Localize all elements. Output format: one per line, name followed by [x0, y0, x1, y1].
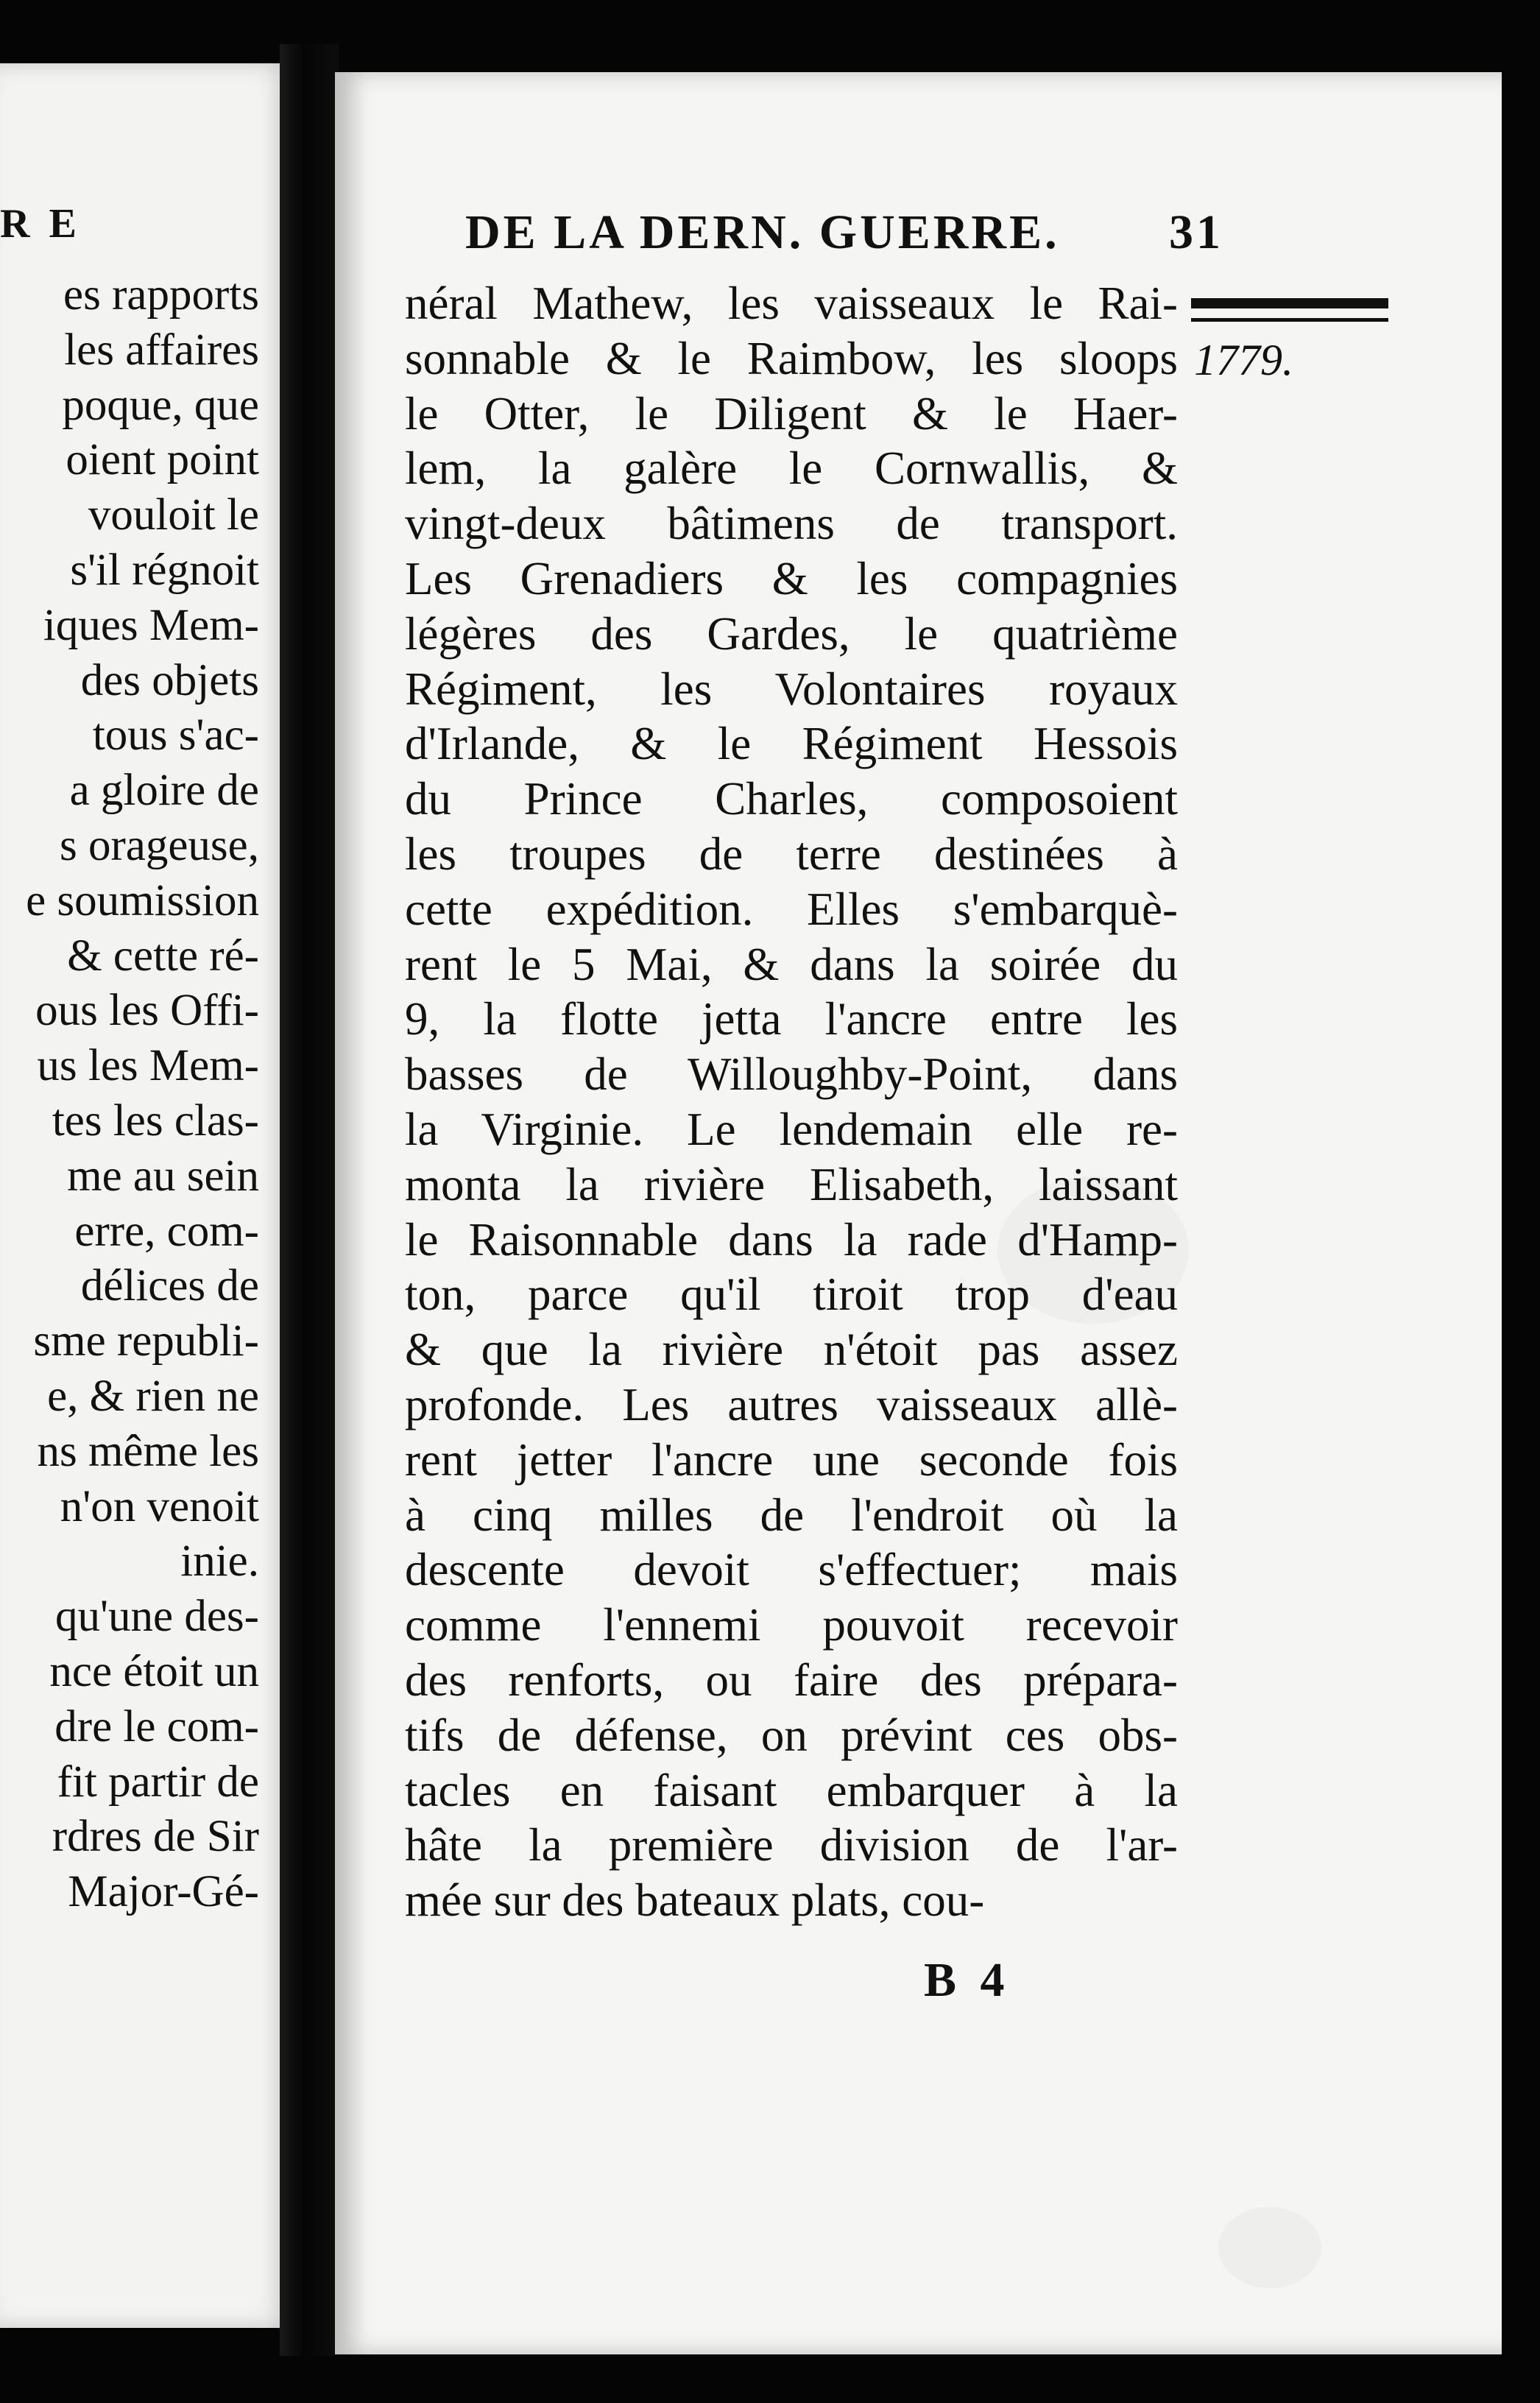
text-line: néral Mathew, les vaisseaux le Rai-: [405, 278, 1178, 329]
left-text-line: me au sein: [67, 1151, 259, 1201]
text-line: comme l'ennemi pouvoit recevoir: [405, 1599, 1178, 1651]
left-text-line: ous les Offi-: [35, 986, 259, 1036]
margin-rule-thick: [1191, 298, 1388, 308]
left-text-line: nce étoit un: [49, 1646, 259, 1696]
left-text-line: rdres de Sir: [52, 1812, 259, 1862]
text-line: du Prince Charles, composoient: [405, 773, 1178, 825]
text-line: vingt-deux bâtimens de transport.: [405, 498, 1178, 550]
left-text-line: délices de: [80, 1261, 259, 1311]
text-line: cette expédition. Elles s'embarquè-: [405, 883, 1178, 935]
text-line: hâte la première division de l'ar-: [405, 1819, 1178, 1871]
left-page-text: [26, 268, 259, 1920]
left-text-line: n'on venoit: [60, 1481, 259, 1531]
left-page: [0, 63, 292, 2328]
text-line: lem, la galère le Cornwallis, &: [405, 442, 1178, 495]
left-text-line: Major-Gé-: [68, 1867, 259, 1917]
running-head-title: DE LA DERN. GUERRE.: [465, 205, 1060, 259]
margin-year-note: 1779.: [1194, 336, 1293, 384]
text-line: rent le 5 Mai, & dans la soirée du: [405, 938, 1178, 990]
text-line: ton, parce qu'il tiroit trop d'eau: [405, 1268, 1178, 1321]
text-line: légères des Gardes, le quatrième: [405, 607, 1178, 660]
text-line: le Raisonnable dans la rade d'Hamp-: [405, 1213, 1178, 1266]
text-line: rent jetter l'ancre une seconde fois: [405, 1433, 1178, 1486]
body-text: [405, 276, 1178, 1928]
margin-rule-thin: [1191, 318, 1388, 322]
text-line: le Otter, le Diligent & le Haer-: [405, 387, 1178, 440]
text-line: profonde. Les autres vaisseaux allè-: [405, 1378, 1178, 1430]
left-text-line: vouloit le: [88, 490, 259, 540]
text-line: descente devoit s'effectuer; mais: [405, 1544, 1178, 1596]
running-head: [465, 205, 1223, 261]
left-text-line: tous s'ac-: [92, 710, 259, 761]
text-line: basses de Willoughby-Point, dans: [405, 1048, 1178, 1101]
text-line: 9, la flotte jetta l'ancre entre les: [405, 993, 1178, 1045]
text-line: mée sur des bateaux plats, cou-: [405, 1874, 985, 1927]
left-text-line: & cette ré-: [67, 931, 259, 981]
paper-stain: [1218, 2207, 1321, 2288]
left-text-line: dre le com-: [54, 1701, 259, 1751]
left-text-line: e, & rien ne: [47, 1371, 259, 1421]
left-text-line: s'il régnoit: [70, 545, 259, 595]
left-running-head: R E: [0, 201, 81, 247]
text-line: la Virginie. Le lendemain elle re-: [405, 1103, 1178, 1155]
left-text-line: des objets: [80, 655, 259, 705]
left-text-line: oient point: [66, 435, 259, 485]
left-text-line: ns même les: [37, 1426, 259, 1476]
left-text-line: e soumission: [26, 875, 259, 925]
left-text-line: sme republi-: [33, 1316, 259, 1366]
left-text-line: inie.: [180, 1536, 259, 1587]
left-text-line: erre, com-: [74, 1206, 259, 1256]
left-text-line: s orageuse,: [59, 820, 259, 870]
text-line: d'Irlande, & le Régiment Hessois: [405, 718, 1178, 770]
left-text-line: qu'une des-: [55, 1592, 259, 1642]
text-line: monta la rivière Elisabeth, laissant: [405, 1158, 1178, 1210]
left-text-line: es rapports: [63, 270, 259, 320]
left-text-line: les affaires: [64, 325, 259, 375]
text-line: des renforts, ou faire des prépara-: [405, 1654, 1178, 1706]
text-line: tacles en faisant embarquer à la: [405, 1764, 1178, 1816]
page-number: 31: [1169, 205, 1223, 259]
left-text-line: a gloire de: [69, 766, 259, 816]
text-line: à cinq milles de l'endroit où la: [405, 1489, 1178, 1541]
text-line: tifs de défense, on prévint ces obs-: [405, 1709, 1178, 1761]
left-text-line: fit partir de: [57, 1757, 259, 1807]
left-text-line: us les Mem-: [37, 1041, 259, 1091]
text-line: les troupes de terre destinées à: [405, 828, 1178, 880]
left-text-line: iques Mem-: [43, 600, 259, 650]
left-text-line: poque, que: [62, 380, 259, 430]
text-line: Régiment, les Volontaires royaux: [405, 663, 1178, 715]
left-text-line: tes les clas-: [52, 1095, 259, 1146]
text-line: sonnable & le Raimbow, les sloops: [405, 332, 1178, 384]
text-line: & que la rivière n'étoit pas assez: [405, 1324, 1178, 1376]
text-line: Les Grenadiers & les compagnies: [405, 552, 1178, 604]
book-gutter: [280, 44, 339, 2356]
signature-mark: B 4: [924, 1953, 1011, 2007]
